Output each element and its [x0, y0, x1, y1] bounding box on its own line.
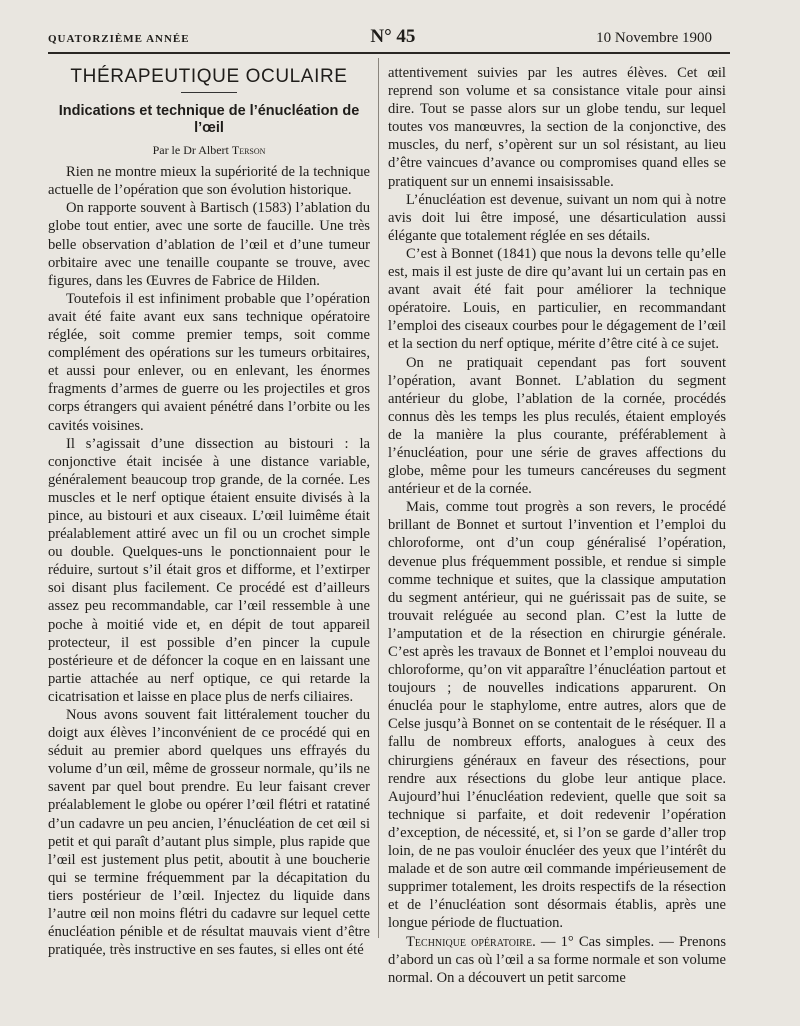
volume-label: QUATORZIÈME ANNÉE — [48, 33, 190, 45]
article-title: Indications et technique de l’énucléation de l’œil — [58, 103, 360, 137]
header-rule — [48, 52, 730, 54]
byline — [48, 141, 370, 159]
case-heading: — 1° Cas simples. — — [540, 933, 674, 950]
technique-label: Technique opératoire. — [406, 933, 536, 950]
technique-paragraph — [388, 933, 726, 987]
paragraph: Nous avons souvent fait littéralement toucher du doigt aux élèves l’inconvénient de ce procédé qui en séduit au premier abord quelques uns effrayés du volume d’un œil, même de grosseur normale, qu’ils ne savent par quel bout prendre. Eu leur faisant crever préalablement le globe ou opérer l’œil flétri et ratatiné d’un cadavre un peu ancien, l’énucléation de cet œil si petit et qui paraît d’autant plus simple, plus rapide que l’œil est justement plus petit, aboutit à une boucherie qui se termine fréquemment par la décapitation du tiers postérieur de l’œil. Injectez du liquide dans l’autre œil non moins flétri du cadavre sur lequel cette énucléation pénible et de résultat mauvais vient d’être pratiquée, très instructive en ses fautes, si elles ont été — [48, 707, 370, 959]
technique-text: Prenons d’abord un cas où l’œil a sa forme normale et son volume normal. On a découvert un petit sarcome — [388, 933, 727, 986]
byline-prefix: Par le Dr Albert — [152, 143, 229, 158]
title-rule — [181, 92, 237, 93]
author-name: Terson — [231, 143, 266, 158]
paragraph: On ne pratiquait cependant pas fort souvent l’opération, avant Bonnet. L’ablation du segment antérieur du globe, l’ablation de la cornée, procédés connus dès les temps les plus reculés, étaient employés de la manière la plus courante, préférablement à l’énucléation, pour une série de graves affections du globe, même pour les tumeurs cancéreuses du segment antérieur et de la cornée. — [388, 354, 726, 498]
page-header — [48, 26, 712, 48]
paragraph: Il s’agissait d’une dissection au bistouri : la conjonctive était incisée à une distance variable, généralement beaucoup trop grande, de la cornée. Les muscles et le nerf optique étaient ensuite divisés à la pince, au bistouri et aux ciseaux. L’œil luimême était préalablement attiré avec un fil ou un crochet simple ou double. Quelques-uns le ponctionnaient pour le réduire, surtout s’il était gros et difforme, et l’extirper soi disant plus facilement. Ce procédé est d’ailleurs assez peu recommandable, car l’œil ressemble à une poche à moitié vide et, en dépit de tout appareil protecteur, il est possible d’en pincer la cupule postérieure et de défoncer la coque en en laissant une partie attachée au nerf optique, ce qui retarde la cicatrisation et laisse en place plus de nerfs ciliaires. — [48, 435, 370, 705]
paragraph: C’est à Bonnet (1841) que nous la devons telle qu’elle est, mais il est juste de dire qu’avant lui un certain pas en avant avait été fait pour améliorer la technique opératoire. Louis, en particulier, en recommandant l’emploi des ciseaux courbes pour le dégagement de l’œil et la section du nerf optique, mérite d’être cité à ce sujet. — [388, 245, 726, 353]
paragraph: Mais, comme tout progrès a son revers, le procédé brillant de Bonnet et surtout l’invention et l’emploi du chloroforme, ont d’un coup généralisé l’opération, devenue plus fréquemment possible, et rendue si simple comme technique et suites, que la classique amputation du segment antérieur, qui ne guérissait pas de suite, se trouvait reléguée au second plan. C’est la lutte de l’amputation et de la résection en chirurgie générale. C’est après les travaux de Bonnet et l’emploi nouveau du chloroforme, qu’on vit apparaître l’énucléation partout et toujours ; de nouvelles indications apparurent. On énucléa pour le staphylome, entre autres, alors que de Celse jusqu’à Bonnet on se contentait de le réséquer. Il a fallu de nombreux efforts, analogues à ceux des chirurgiens généraux en faveur des résections, pour rendre aux résections du globe leur antique place. Aujourd’hui l’énucléation redevient, quelle que soit sa technique si parfaite, et doit redevenir l’opération d’exception, de nécessité, et, si l’on se garde d’aller trop loin, de ne pas vouloir énucléer des yeux que l’intérêt du malade et de son autre œil commande impérieusement de supprimer totalement, les droits respectifs de la résection et de l’énucléation sont désormais établis, après une longue période de fluctuation. — [388, 499, 726, 932]
paragraph: L’énucléation est devenue, suivant un nom qui à notre avis doit lui être imposé, une désarticulation aussi élégante que totalement réglée en ses détails. — [388, 191, 726, 244]
paragraph: Rien ne montre mieux la supériorité de la technique actuelle de l’opération que son évolution historique. — [48, 164, 370, 199]
column-divider — [378, 58, 379, 938]
issue-number: N° 45 — [370, 26, 416, 47]
left-column — [48, 58, 370, 959]
paragraph: On rapporte souvent à Bartisch (1583) l’ablation du globe tout entier, avec une sorte de faucille. Une très belle observation d’ablation de l’œil et d’une tumeur orbitaire avec une tenaille coupante se trouve, avec figures, dans les Œuvres de Fabrice de Hilden. — [48, 200, 370, 289]
section-title: THÉRAPEUTIQUE OCULAIRE — [70, 66, 348, 87]
paragraph: attentivement suivies par les autres élèves. Cet œil reprend son volume et sa consistance vitale pour ainsi dire. Tout se passe alors sur un globe tendu, sur lequel toutes vos manœuvres, la section de la conjonctive, des muscles, du nerf, s’opèrent sur un sol résistant, au lieu d’être vaincues d’avance ou compromises quand elles se pratiquent sur un ennemi insaisissable. — [388, 65, 726, 190]
right-column — [388, 64, 726, 987]
paragraph: Toutefois il est infiniment probable que l’opération avait été faite avant eux sans technique opératoire réglée, soit comme premier temps, soit comme complément des opérations sur les tumeurs orbitaires, et aussi pour enlever, ou en enlevant, les énormes fragments d’armes de guerre ou les projectiles et gros corps étrangers qui avaient pénétré dans l’orbite ou les cavités voisines. — [48, 290, 370, 434]
issue-date: 10 Novembre 1900 — [596, 30, 712, 46]
